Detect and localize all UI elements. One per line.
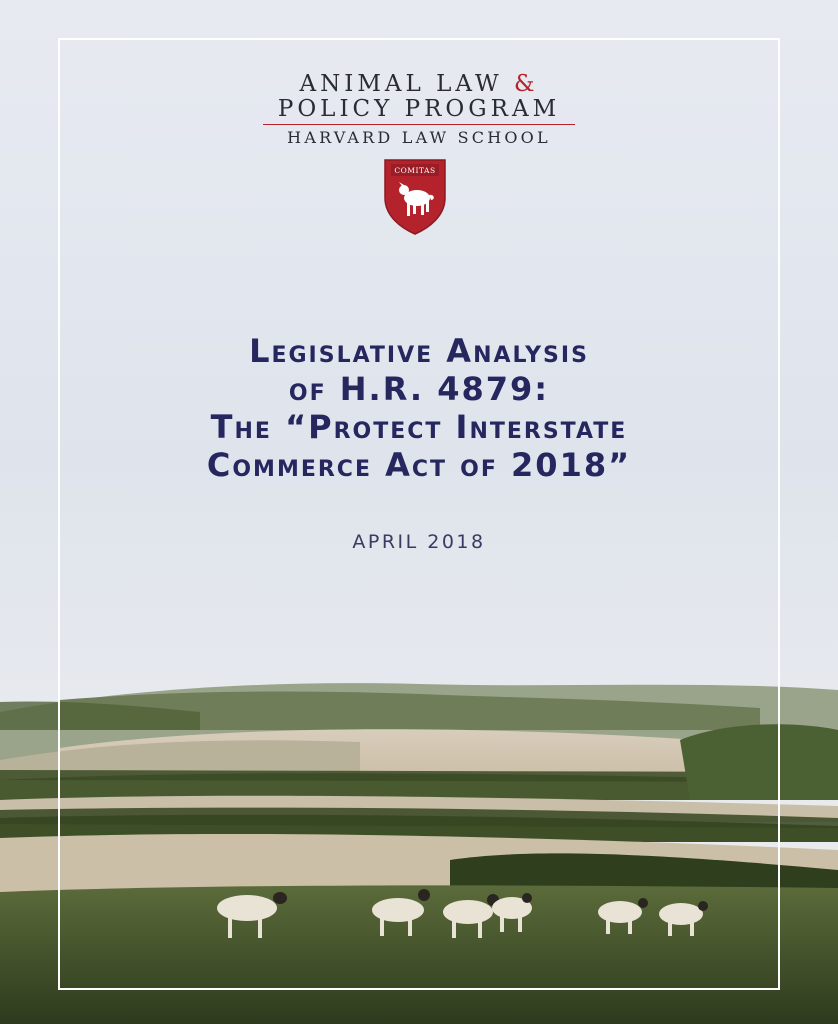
title-line-3: The “Protect Interstate (210, 408, 628, 446)
logo-line-1 (0, 72, 838, 97)
publication-date: APRIL 2018 (352, 531, 486, 553)
logo-line-2: POLICY PROGRAM (277, 96, 561, 122)
program-logo (0, 72, 838, 148)
logo-text-animal-law: ANIMAL LAW (299, 71, 503, 97)
logo-line-3: HARVARD LAW SCHOOL (287, 128, 551, 147)
title-line-2: of H.R. 4879: (288, 370, 550, 408)
logo-ampersand: & (513, 71, 539, 97)
comitas-shield (383, 158, 447, 236)
title-line-1: Legislative Analysis (249, 332, 589, 370)
title-line-4: Commerce Act of 2018” (206, 446, 632, 484)
report-title (0, 332, 838, 484)
logo-divider (263, 124, 575, 125)
shield-text: COMITAS (394, 166, 436, 175)
